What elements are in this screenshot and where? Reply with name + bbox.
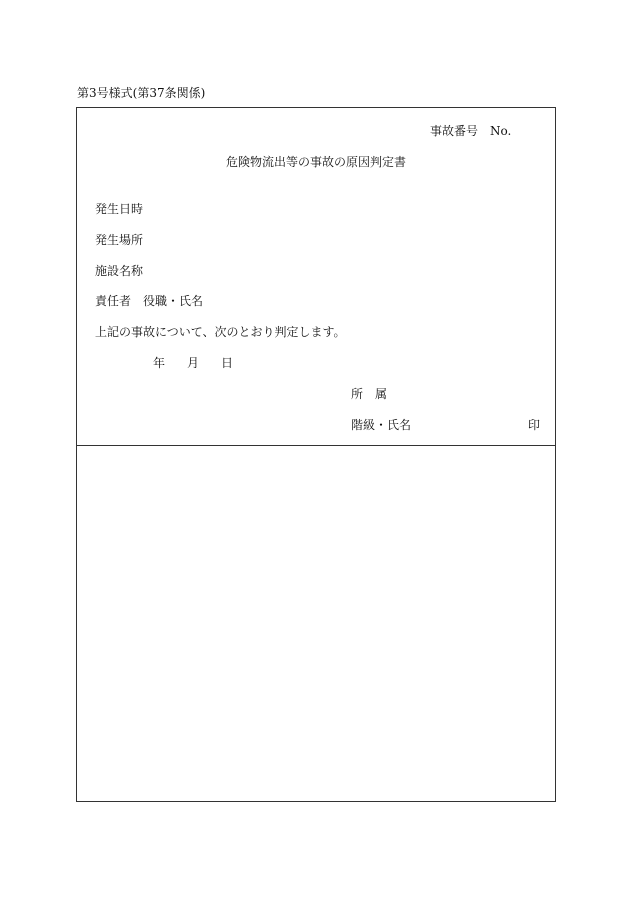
affiliation-label: 所 属 (351, 387, 388, 401)
document-title: 危険物流出等の事故の原因判定書 (225, 155, 406, 169)
rank-name-label: 階級・氏名 (351, 418, 412, 432)
date-line (153, 356, 233, 370)
judgment-form (76, 107, 556, 802)
incident-number-no: No. (490, 124, 512, 138)
date-day-label: 日 (221, 356, 234, 370)
occurrence-datetime-label: 発生日時 (95, 202, 144, 216)
responsible-person (95, 294, 203, 308)
responsible-person-label: 責任者 (95, 294, 132, 308)
incident-number-label: 事故番号 (430, 124, 479, 138)
responsible-position-name-label: 役職・氏名 (143, 294, 204, 308)
seal-mark: 印 (528, 418, 541, 432)
date-year-label: 年 (153, 356, 166, 370)
incident-number (430, 124, 511, 138)
judgment-statement: 上記の事故について、次のとおり判定します。 (95, 325, 346, 339)
date-month-label: 月 (187, 356, 200, 370)
occurrence-place-label: 発生場所 (95, 233, 144, 247)
judgment-content-area[interactable] (77, 446, 555, 801)
facility-name-label: 施設名称 (95, 264, 144, 278)
form-style-label: 第3号様式(第37条関係) (77, 86, 206, 100)
